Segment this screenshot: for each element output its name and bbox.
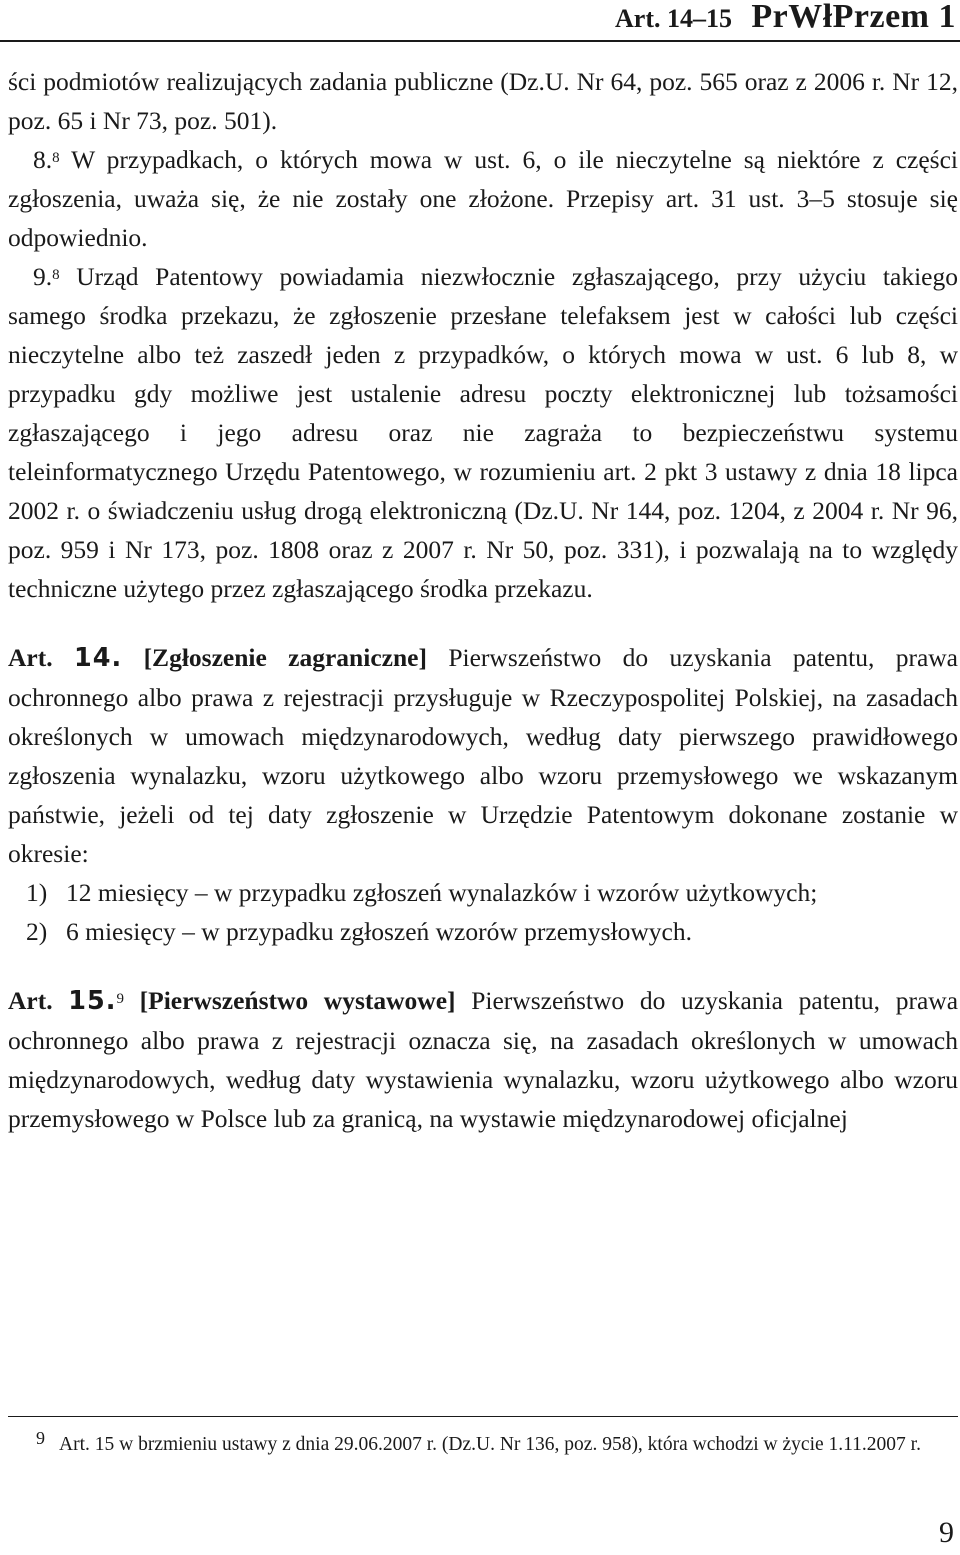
article-15-title: [Pierwszeństwo wystawowe] (139, 986, 456, 1015)
list-item (8, 873, 958, 912)
header-document-code: PrWłPrzem 1 (751, 0, 956, 35)
paragraph-9 (8, 257, 958, 608)
list-item-marker: 2) (26, 917, 48, 946)
running-header (0, 0, 960, 42)
list-item-marker: 1) (26, 878, 48, 907)
main-text (8, 62, 958, 1138)
list-item (8, 912, 958, 951)
footnote-marker: 9 (36, 1428, 45, 1448)
footnote (8, 1428, 958, 1461)
paragraph-continuation: ści podmiotów realizujących zadania publiczne (Dz.U. Nr 64, poz. 565 oraz z 2006 r. Nr 12, poz. 65 i Nr 73, poz. 501). (8, 67, 958, 135)
article-15-label: Art. (8, 986, 69, 1015)
article-14 (8, 638, 958, 873)
footnote-ref-8: 8 (52, 150, 60, 166)
article-15-text: Pierwszeństwo do uzyskania patentu, prawa ochronnego albo prawa z rejestracji oznacza się, na zasadach określonych w umowach międzynarodowych, według daty wystawienia wynalazku, wzoru użytkowego albo wzoru przemysłowego w Polsce lub za granicą, na wystawie międzynarodowej oficjalnej (8, 986, 959, 1133)
paragraph-9-text: Urząd Patentowy powiadamia niezwłocznie zgłaszającego, przy użyciu takiego samego środka przekazu, że zgłoszenie przesłane telefaksem jest w całości lub części nieczytelne albo też zaszedł jeden z przypadków, o których mowa w ust. 6 lub 8, w przypadku gdy możliwe jest ustalenie adresu poczty elektronicznej lub tożsamości zgłaszającego i jego adresu oraz nie zagraża to bezpieczeństwu systemu teleinformatycznego Urzędu Patentowego, w rozumieniu art. 2 pkt 3 ustawy z dnia 18 lipca 2002 r. o świadczeniu usług drogą elektroniczną (Dz.U. Nr 144, poz. 1204, z 2004 r. Nr 96, poz. 959 i Nr 173, poz. 1808 oraz z 2007 r. Nr 50, poz. 331), i pozwalają na to względy techniczne użytego przez zgłaszającego środka przekazu. (8, 262, 958, 603)
paragraph-8-text: W przypadkach, o których mowa w ust. 6, o ile nieczytelne są niektóre z części zgłoszenia, uważa się, że nie zostały one złożone. Przepisy art. 31 ust. 3–5 stosuje się odpowiednio. (8, 145, 958, 252)
footnote-ref-9: 9 (116, 991, 124, 1007)
footnote-ref-8-second: 8 (52, 267, 60, 283)
footnote-divider (8, 1416, 958, 1417)
article-14-number: 14. (73, 643, 123, 673)
paragraph-9-number: 9. (33, 262, 53, 291)
article-14-label: Art. (8, 643, 74, 672)
article-15 (8, 981, 958, 1138)
header-article-range: Art. 14–15 (615, 4, 732, 33)
article-15-number: 15. (68, 986, 117, 1016)
article-14-title: [Zgłoszenie zagraniczne] (143, 643, 427, 672)
page-number: 9 (939, 1516, 954, 1549)
article-14-text: Pierwszeństwo do uzyskania patentu, prawa ochronnego albo prawa z rejestracji przysługuje w Rzeczypospolitej Polskiej, na zasadach określonych w umowach międzynarodowych, według daty pierwszego prawidłowego zgłoszenia wynalazku, wzoru użytkowego albo wzoru przemysłowego we wskazanym państwie, jeżeli od tej daty zgłoszenie w Urzędzie Patentowym dokonane zostanie w okresie: (8, 643, 958, 868)
list-item-text: 6 miesięcy – w przypadku zgłoszeń wzorów przemysłowych. (66, 917, 692, 946)
paragraph-8-number: 8. (33, 145, 53, 174)
footnote-text: Art. 15 w brzmieniu ustawy z dnia 29.06.2007 r. (Dz.U. Nr 136, poz. 958), która wchodzi w życie 1.11.2007 r. (59, 1434, 921, 1455)
list-item-text: 12 miesięcy – w przypadku zgłoszeń wynalazków i wzorów użytkowych; (66, 878, 818, 907)
paragraph-8 (8, 140, 958, 257)
